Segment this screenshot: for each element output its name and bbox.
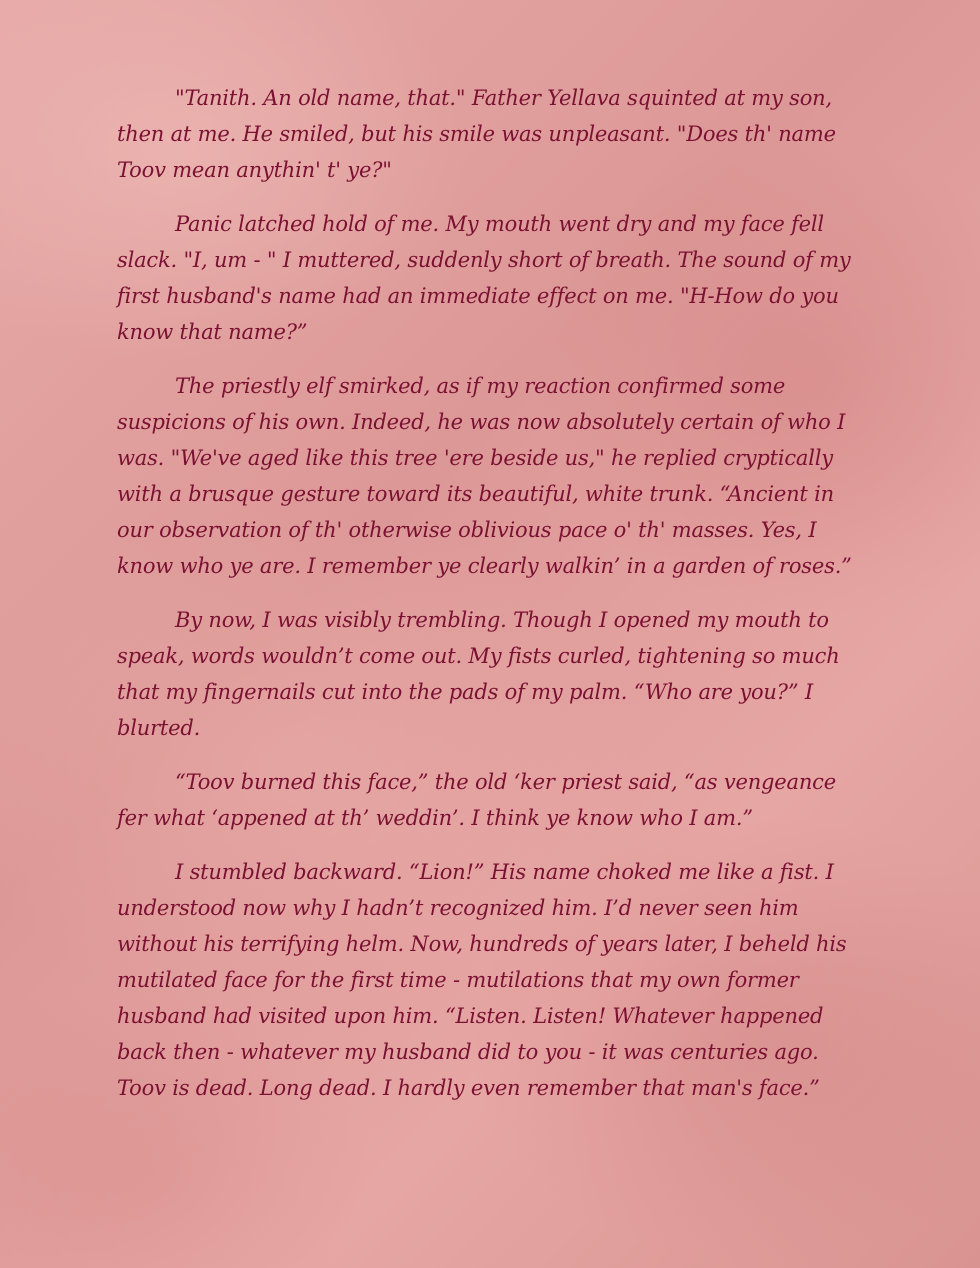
paragraph-3: The priestly elf smirked, as if my reaction confirmed some suspicions of his own. Indeed, he was now absolutely certain of who I was. "We've aged like this tree 'ere beside us," he replied cryptically with a brusque gesture toward its beautiful, white trunk. “Ancient in our observation of th' otherwise oblivious pace o' th' masses. Yes, I know who ye are. I remember ye clearly walkin’ in a garden of roses.”	[117, 374, 852, 578]
paragraph-6: I stumbled backward. “Lion!” His name choked me like a fist. I understood now why I hadn’t recognized him. I’d never seen him without his terrifying helm. Now, hundreds of years later, I beheld his mutilated face for the first time - mutilations that my own former husband had visited upon him. “Listen. Listen! Whatever happened back then - whatever my husband did to you - it was centuries ago. Toov is dead. Long dead. I hardly even remember that man's face.”	[117, 860, 847, 1100]
paragraph-1: "Tanith. An old name, that." Father Yellava squinted at my son, then at me. He smiled, but his smile was unpleasant. "Does th' name Toov mean anythin' t' ye?"	[117, 86, 836, 182]
document-page	[117, 80, 869, 1124]
paragraph-4: By now, I was visibly trembling. Though I opened my mouth to speak, words wouldn’t come out. My fists curled, tightening so much that my fingernails cut into the pads of my palm. “Who are you?” I blurted.	[117, 608, 840, 740]
paragraph-2: Panic latched hold of me. My mouth went dry and my face fell slack. "I, um - " I muttered, suddenly short of breath. The sound of my first husband's name had an immediate effect on me. "H-How do you know that name?”	[117, 212, 851, 344]
paragraph-5: “Toov burned this face,” the old ‘ker priest said, “as vengeance fer what ‘appened at th’ weddin’. I think ye know who I am.”	[117, 770, 836, 830]
